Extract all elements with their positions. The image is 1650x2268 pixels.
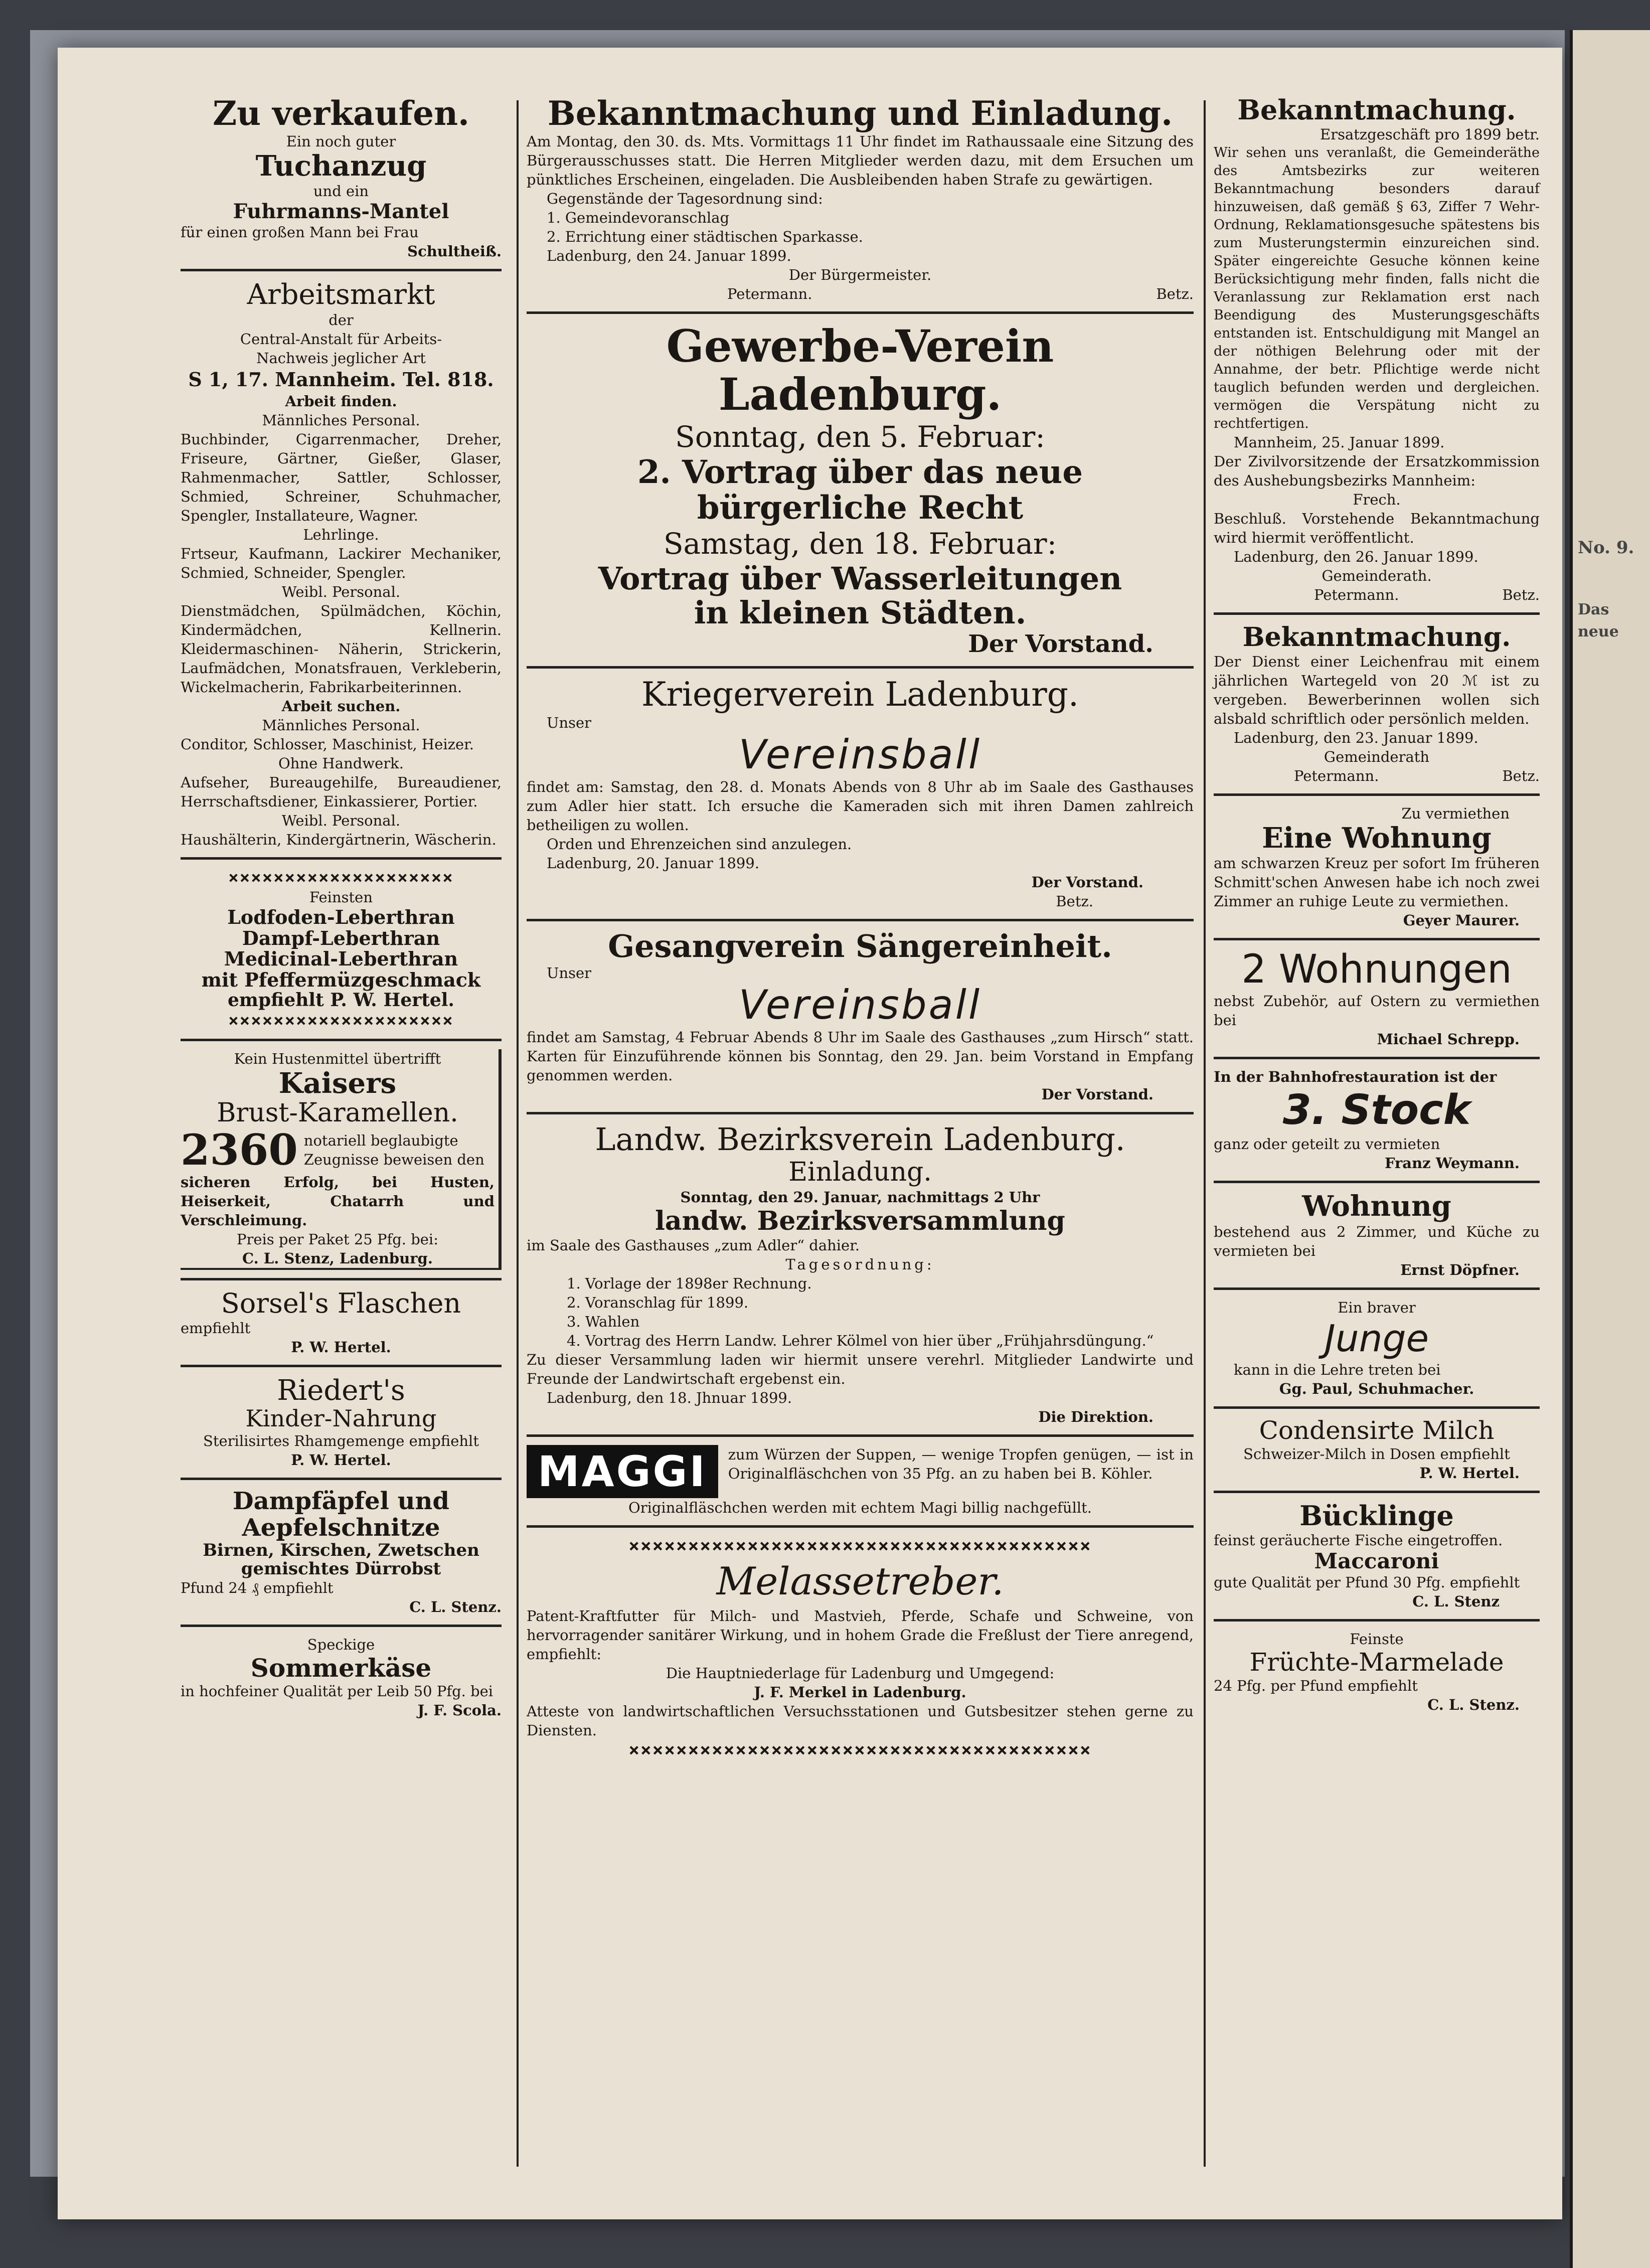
ad-item: Tuchanzug	[255, 149, 427, 183]
ad-text: Pfund 24 ₰ empfiehlt	[181, 1579, 334, 1597]
ad-signature: Der Vorstand.	[968, 630, 1153, 659]
ad-signature: Der Vorstand.	[1031, 873, 1143, 891]
ad-signature: Betz.	[1502, 767, 1540, 784]
ad-zu-verkaufen	[181, 95, 502, 261]
ad-text: am schwarzen Kreuz per sofort Im früheren Schmitt'schen Anwesen habe ich noch zwei Zimmer an ruhige Leute zu vermiethen.	[1214, 855, 1540, 910]
ad-text: für einen großen Mann bei Frau	[181, 224, 419, 241]
ad-item: mit Pfeffermüzgeschmack	[201, 968, 481, 992]
ad-item: Birnen, Kirschen, Zwetschen	[203, 1540, 479, 1560]
ad-title: Brust-Karamellen.	[217, 1098, 458, 1128]
ad-text: Central-Anstalt für Arbeits-	[240, 330, 442, 348]
ad-text: Feinste	[1350, 1631, 1404, 1648]
ad-text: Unser	[547, 714, 592, 731]
ad-signature: Michael Schrepp.	[1377, 1030, 1520, 1048]
ad-eine-wohnung	[1214, 804, 1540, 930]
ad-signature: Petermann.	[1294, 767, 1379, 784]
ad-condensirte-milch	[1214, 1417, 1540, 1483]
ad-bekanntmachung-leichenfrau	[1214, 623, 1540, 785]
ad-text: Preis per Paket 25 Pfg. bei:	[237, 1231, 438, 1248]
ad-signature: C. L. Stenz.	[1427, 1696, 1520, 1714]
ad-3-stock	[1214, 1067, 1540, 1173]
divider	[1214, 1406, 1540, 1409]
ad-text: bestehend aus 2 Zimmer, und Küche zu vermieten bei	[1214, 1223, 1540, 1259]
ad-dampfaepfel	[181, 1488, 502, 1616]
ad-text: Speckige	[307, 1636, 375, 1654]
divider	[1214, 1287, 1540, 1290]
ad-address: S 1, 17. Mannheim. Tel. 818.	[188, 368, 494, 391]
ad-signature: Gg. Paul, Schuhmacher.	[1279, 1380, 1474, 1397]
ad-text: Ein noch guter	[286, 132, 396, 150]
agenda-item: 1. Vorlage der 1898er Rechnung.	[567, 1274, 812, 1292]
divider	[527, 919, 1194, 921]
ad-signature: Der Vorstand.	[1041, 1086, 1153, 1103]
ad-text: Ersatzgeschäft pro 1899 betr.	[1320, 126, 1540, 143]
ad-text: empfiehlt	[181, 1319, 251, 1337]
ad-text: Sonntag, den 29. Januar, nachmittags 2 Uhr	[680, 1189, 1040, 1206]
ad-text: nebst Zubehör, auf Ostern zu vermiethen bei	[1214, 992, 1540, 1029]
ad-signature: C. L. Stenz	[1412, 1593, 1500, 1610]
ad-signature: Frech.	[1353, 491, 1401, 509]
divider	[1214, 612, 1540, 615]
ad-item: landw. Bezirksversammlung	[655, 1206, 1065, 1237]
ad-subheading: Männliches Personal.	[262, 716, 420, 734]
divider	[1214, 1057, 1540, 1059]
ad-title: Maccaroni	[1314, 1548, 1439, 1573]
ad-text: findet am Samstag, 4 Februar Abends 8 Uhr im Saale des Gasthauses „zum Hirsch“ statt. Karten für Einzuführende können bis Sonntag, den 29. Jan. beim Vorstand in Empfang genommen werden.	[527, 1029, 1194, 1084]
column-rule-left	[517, 100, 519, 2167]
ad-text: Am Montag, den 30. ds. Mts. Vormittags 11 Uhr findet im Rathaussaale eine Sitzung des Bürgerausschusses statt. Die Herren Mitglieder werden dazu, mit dem Ersuchen um pünktliches Erscheinen, eingeladen. Die Ausbleibenden haben Strafe zu gewärtigen.	[527, 132, 1194, 188]
ad-text: findet am: Samstag, den 28. d. Monats Abends von 8 Uhr ab im Saale des Gasthauses zum Adler hier statt. Ich ersuche die Kameraden sich mit ihren Damen zahlreich betheiligen zu wollen.	[527, 778, 1194, 834]
ad-text: Der Zivilvorsitzende der Ersatzkommission des Aushebungsbezirks Mannheim:	[1214, 453, 1540, 490]
column-middle	[527, 95, 1194, 1760]
ad-signature: P. W. Hertel.	[291, 1338, 391, 1356]
ad-title: Gesangverein Sängereinheit.	[608, 927, 1112, 964]
ad-text: sicheren Erfolg, bei Husten, Heiserkeit, Chatarrh und Verschleimung.	[181, 1174, 494, 1229]
maggi-logo: MAGGI	[527, 1445, 718, 1498]
ad-text: gute Qualität per Pfund 30 Pfg. empfiehlt	[1214, 1574, 1520, 1591]
ad-text: Der Dienst einer Leichenfrau mit einem jährlichen Wartegeld von 20 ℳ ist zu vergeben. Bewerberinnen wollen sich alsbald schriftlich oder persönlich melden.	[1214, 653, 1540, 727]
crosses-border: ××××××××××××××××××××	[228, 867, 454, 888]
divider	[1214, 938, 1540, 940]
ad-text: notariell beglaubigte Zeugnisse beweisen den	[303, 1132, 484, 1169]
ad-place-date: Mannheim, 25. Januar 1899.	[1234, 434, 1445, 451]
column-left	[181, 95, 502, 1720]
divider	[1214, 793, 1540, 796]
ad-text: Unser	[547, 964, 592, 982]
divider	[1214, 1619, 1540, 1622]
ad-title: Sorsel's Flaschen	[221, 1287, 461, 1320]
divider	[527, 1112, 1194, 1114]
ad-signature: Schultheiß.	[407, 243, 502, 260]
ad-item: Lodfoden-Leberthran	[227, 905, 455, 928]
ad-text: Atteste von landwirtschaftlichen Versuchsstationen und Gutsbesitzer stehen gerne zu Diensten.	[527, 1702, 1194, 1739]
ad-signature: Der Bürgermeister.	[788, 266, 932, 283]
divider	[181, 1039, 502, 1041]
ad-item: Vortrag über Wasserleitungen	[598, 560, 1122, 597]
agenda-item: 2. Errichtung einer städtischen Sparkasse.	[547, 228, 863, 245]
ad-signature: Betz.	[1156, 285, 1194, 302]
ad-title: Aepfelschnitze	[242, 1513, 440, 1542]
ad-text: Schweizer-Milch in Dosen empfiehlt	[1243, 1445, 1510, 1463]
ad-signature: Geyer Maurer.	[1403, 912, 1520, 929]
ad-title: Zu verkaufen.	[212, 94, 470, 133]
ad-title: Bücklinge	[1299, 1499, 1454, 1532]
ad-text: in hochfeiner Qualität per Leib 50 Pfg. bei	[181, 1683, 493, 1700]
ad-subheading: Ohne Handwerk.	[278, 754, 404, 772]
ad-signature: P. W. Hertel.	[1419, 1464, 1520, 1482]
ad-signature: Ernst Döpfner.	[1400, 1261, 1520, 1278]
ad-text: Zu dieser Versammlung laden wir hiermit unsere verehrl. Mitglieder Landwirte und Freunde der Landwirtschaft ergebenst ein.	[527, 1351, 1194, 1387]
ad-text: Wir sehen uns veranlaßt, die Gemeinderäthe des Amtsbezirks zur weiteren Bekanntmachung besonders darauf hinzuweisen, daß gemäß § 63, Ziffer 7 Wehr-Ordnung, Reklamationsgesuche spätestens bis zum Musterungstermin einzureichen sind. Später eingereichte Gesuche können keine Berücksichtigung mehr finden, falls nicht die Veranlassung zur Reklamation erst nach Beendigung des Musterungsgeschäfts entstanden ist. Entschuldigung mit Mangel an der nöthigen Belehrung oder mit der Annahme, der betr. Pflichtige werde nicht tauglich befunden werden und dergleichen. vermögen die Verspätung nicht zu rechtfertigen.	[1214, 145, 1540, 432]
divider	[181, 857, 502, 860]
ad-title: Junge	[1324, 1317, 1429, 1360]
ad-text: und ein	[313, 183, 369, 200]
ad-text: Sonntag, den 5. Februar:	[675, 420, 1045, 454]
ad-title: Bekanntmachung und Einladung.	[547, 94, 1173, 133]
divider	[181, 269, 502, 271]
column-right	[1214, 95, 1540, 1714]
ad-melassetreber	[527, 1536, 1194, 1760]
ad-subheading: Weibl. Personal.	[281, 812, 401, 829]
divider	[527, 666, 1194, 669]
ad-signature: Petermann.	[1314, 586, 1399, 604]
divider	[181, 1478, 502, 1480]
ad-signature: P. W. Hertel.	[291, 1451, 391, 1469]
ad-item: gemischtes Dürrobst	[241, 1558, 441, 1579]
ad-riedert	[181, 1375, 502, 1470]
ad-text: Beschluß. Vorstehende Bekanntmachung wird hiermit veröffentlicht.	[1214, 510, 1540, 547]
ad-text: Originalfläschchen werden mit echtem Magi billig nachgefüllt.	[628, 1499, 1092, 1516]
ad-heading: Arbeit finden.	[285, 392, 397, 410]
ad-junge	[1214, 1298, 1540, 1398]
ad-title: Dampfäpfel und	[233, 1487, 449, 1515]
ad-text: Gemeinderath	[1324, 748, 1430, 765]
ad-title: Landw. Bezirksverein Ladenburg.	[595, 1121, 1125, 1158]
ad-item: bürgerliche Recht	[697, 489, 1024, 527]
ad-signature: J. F. Merkel in Ladenburg.	[754, 1683, 966, 1701]
crosses-border: ××××××××××××××××××××	[228, 1010, 454, 1031]
ad-arbeitsmarkt	[181, 279, 502, 849]
ad-title: Eine Wohnung	[1262, 821, 1492, 855]
ad-subheading: Lehrlinge.	[303, 526, 379, 543]
next-page-fragment: Das neue	[1578, 601, 1619, 640]
ad-text: Gemeinderath.	[1322, 567, 1432, 585]
ad-fruechte-marmelade	[1214, 1630, 1540, 1714]
ad-text: Sterilisirtes Rhamgemenge empfiehlt	[203, 1432, 479, 1449]
ad-title: Kinder-Nahrung	[245, 1405, 437, 1432]
ad-title: Vereinsball	[738, 982, 982, 1029]
next-page-number: No. 9.	[1578, 538, 1634, 558]
ad-subheading: Männliches Personal.	[262, 411, 420, 429]
ad-title: 2 Wohnungen	[1241, 947, 1512, 993]
divider	[527, 1525, 1194, 1528]
agenda-item: 3. Wahlen	[567, 1313, 640, 1330]
ad-text: zum Würzen der Suppen, — wenige Tropfen genügen, — ist in Originalfläschchen von 35 Pfg. an zu haben bei B. Köhler.	[728, 1445, 1194, 1482]
ad-bekanntmachung-ersatz	[1214, 95, 1540, 604]
ad-2-wohnungen	[1214, 948, 1540, 1049]
ad-text: In der Bahnhofrestauration ist der	[1214, 1068, 1497, 1085]
ad-buecklinge	[1214, 1501, 1540, 1611]
ad-subheading: Weibl. Personal.	[281, 583, 401, 600]
ad-signature: Betz.	[1056, 892, 1093, 910]
agenda-item: 2. Voranschlag für 1899.	[567, 1293, 749, 1311]
ad-landw-bezirksverein	[527, 1122, 1194, 1426]
ad-place-date: Ladenburg, den 23. Januar 1899.	[1234, 729, 1478, 746]
ad-text: Nachweis jeglicher Art	[256, 349, 426, 367]
ad-text: Dienstmädchen, Spülmädchen, Köchin, Kindermädchen, Kellnerin. Kleidermaschinen- Näherin, Strickerin, Laufmädchen, Monatsfrauen, Verkleberin, Wickelmacherin, Fabrikarbeiterinnen.	[181, 602, 502, 696]
ad-heading: Arbeit suchen.	[281, 697, 401, 715]
ad-text: Conditor, Schlosser, Maschinist, Heizer.	[181, 735, 474, 753]
ad-place-date: Ladenburg, den 18. Jhnuar 1899.	[547, 1389, 792, 1406]
ad-text: Gegenstände der Tagesordnung sind:	[547, 190, 823, 207]
column-rule-right	[1204, 100, 1206, 2167]
ad-title: Bekanntmachung.	[1242, 622, 1511, 653]
ad-title: Kaisers	[278, 1066, 397, 1100]
ad-title: Vereinsball	[738, 731, 982, 778]
ad-gewerbe-verein	[527, 319, 1194, 659]
ad-title: Melassetreber.	[716, 1558, 1004, 1603]
ad-title: Arbeitsmarkt	[247, 278, 435, 311]
ad-signature: C. L. Stenz, Ladenburg.	[242, 1250, 433, 1267]
ad-kaisers	[181, 1049, 502, 1270]
ad-maggi	[527, 1445, 1194, 1517]
ad-signature: C. L. Stenz.	[409, 1598, 502, 1616]
ad-item: Dampf-Leberthran	[242, 926, 440, 949]
ad-text: im Saale des Gasthauses „zum Adler“ dahier.	[527, 1236, 860, 1254]
ad-text: Ein braver	[1338, 1299, 1416, 1316]
ad-lebertran	[181, 868, 502, 1031]
ad-bekanntmachung-einladung	[527, 95, 1194, 303]
ad-title: Bekanntmachung.	[1237, 94, 1516, 126]
ad-text: Feinsten	[309, 888, 373, 906]
divider	[527, 311, 1194, 314]
ad-item: in kleinen Städten.	[694, 594, 1027, 631]
ad-signature: Petermann.	[727, 285, 812, 302]
ad-text: ganz oder geteilt zu vermieten	[1214, 1135, 1440, 1153]
ad-text: feinst geräucherte Fische eingetroffen.	[1214, 1531, 1503, 1549]
ad-sommerkaese	[181, 1635, 502, 1720]
ad-place-date: Ladenburg, den 26. Januar 1899.	[1234, 548, 1478, 566]
ad-text: der	[328, 311, 354, 329]
ad-item: Medicinal-Leberthran	[224, 947, 458, 970]
divider	[527, 1434, 1194, 1437]
ad-title: Condensirte Milch	[1259, 1415, 1495, 1445]
ad-wohnung-zwei-zimmer	[1214, 1191, 1540, 1279]
divider	[181, 1278, 502, 1280]
ad-signature: J. F. Scola.	[417, 1702, 502, 1719]
ad-text: 24 Pfg. per Pfund empfiehlt	[1214, 1677, 1418, 1695]
ad-text: Die Hauptniederlage für Ladenburg und Umgegend:	[666, 1664, 1055, 1682]
ad-text: Einladung.	[788, 1157, 932, 1188]
crosses-border: ×××××××××××××××××××××××××××××××××××××××	[628, 1535, 1092, 1556]
divider	[1214, 1491, 1540, 1493]
ad-text: Aufseher, Bureaugehilfe, Bureaudiener, Herrschaftsdiener, Einkassierer, Portier.	[181, 773, 502, 810]
agenda-item: 4. Vortrag des Herrn Landw. Lehrer Kölmel von hier über „Frühjahrsdüngung.“	[567, 1332, 1154, 1349]
ad-text: Haushälterin, Kindergärtnerin, Wäscherin.	[181, 831, 497, 848]
crosses-border: ×××××××××××××××××××××××××××××××××××××××	[628, 1739, 1092, 1760]
ad-signature: Betz.	[1502, 586, 1540, 604]
ad-place-date: Ladenburg, 20. Januar 1899.	[547, 854, 760, 872]
ad-item: 2. Vortrag über das neue	[637, 453, 1083, 492]
ad-title: Früchte-Marmelade	[1249, 1648, 1504, 1677]
ad-text: Frtseur, Kaufmann, Lackirer Mechaniker, Schmied, Schneider, Spengler.	[181, 545, 502, 581]
ad-title: Gewerbe-Verein Ladenburg.	[666, 319, 1054, 421]
agenda-item: 1. Gemeindevoranschlag	[547, 209, 730, 226]
ad-text: Patent-Kraftfutter für Milch- und Mastvieh, Pferde, Schafe und Schweine, von hervorragender sanitärer Wirkung, und in hohem Grade die Freßlust der Tiere anregend, empfiehlt:	[527, 1607, 1194, 1663]
ad-signature: Franz Weymann.	[1384, 1154, 1520, 1172]
ad-sorsel	[181, 1288, 502, 1356]
ad-text: Zu vermiethen	[1401, 804, 1510, 822]
ad-number: 2360	[181, 1125, 298, 1175]
divider	[181, 1365, 502, 1367]
ad-text: Samstag, den 18. Februar:	[663, 526, 1057, 561]
ad-title: 3. Stock	[1282, 1086, 1471, 1134]
ad-title: Kriegerverein Ladenburg.	[641, 675, 1079, 714]
ad-title: Wohnung	[1302, 1189, 1451, 1223]
divider	[1214, 1181, 1540, 1183]
ad-heading: Tagesordnung:	[785, 1255, 935, 1273]
ad-title: Sommerkäse	[250, 1653, 432, 1683]
ad-item: Fuhrmanns-Mantel	[233, 200, 449, 224]
ad-kriegerverein	[527, 677, 1194, 911]
ad-text: kann in die Lehre treten bei	[1234, 1361, 1441, 1378]
ad-text: Kein Hustenmittel übertrifft	[234, 1050, 441, 1067]
ad-gesangverein	[527, 929, 1194, 1104]
ad-title: Riedert's	[277, 1374, 405, 1407]
ad-text: Buchbinder, Cigarrenmacher, Dreher, Friseure, Gärtner, Gießer, Glaser, Rahmenmacher, Sattler, Schlosser, Schmied, Schreiner, Schuhmacher, Spengler, Installateure, Wagner.	[181, 430, 502, 524]
ad-text: Orden und Ehrenzeichen sind anzulegen.	[547, 835, 852, 853]
ad-place-date: Ladenburg, den 24. Januar 1899.	[547, 247, 791, 264]
divider	[181, 1625, 502, 1627]
next-page-edge	[1570, 30, 1650, 2268]
ad-signature: empfiehlt P. W. Hertel.	[228, 989, 454, 1011]
ad-signature: Die Direktion.	[1038, 1408, 1153, 1425]
